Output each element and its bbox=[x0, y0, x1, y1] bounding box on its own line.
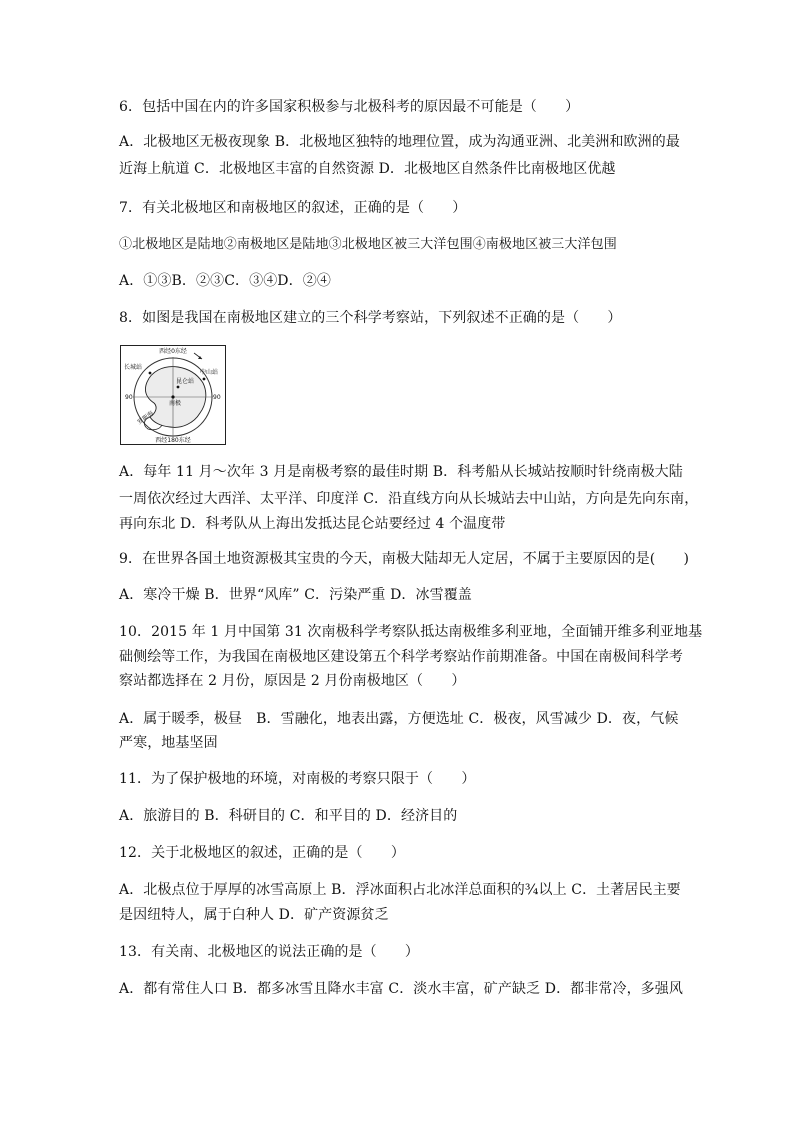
zhongshan-station-label: 中山站 bbox=[200, 369, 219, 376]
ross-sea-label: 罗斯海 bbox=[136, 410, 155, 427]
q12-options-line-1: A．北极点位于厚厚的冰雪高原上 B．浮冰面积占北冰洋总面积的¾以上 C．土著居民主要 bbox=[119, 882, 681, 898]
q9-stem: 9．在世界各国土地资源极其宝贵的今天，南极大陆却无人定居，不属于主要原因的是( ) bbox=[119, 551, 690, 567]
q7-stem: 7．有关北极地区和南极地区的叙述，正确的是（ ） bbox=[119, 200, 467, 216]
q11-options: A．旅游目的 B．科研目的 C．和平目的 D．经济目的 bbox=[119, 808, 458, 824]
south-pole-label: 南极 bbox=[169, 400, 182, 407]
changcheng-station-marker bbox=[149, 372, 152, 375]
south-pole-marker bbox=[171, 395, 174, 398]
q11-stem: 11．为了保护极地的环境，对南极的考察只限于（ ） bbox=[119, 771, 476, 787]
q13-options: A．都有常住人口 B．都多冰雪且降水丰富 C．淡水丰富，矿产缺乏 D．都非常冷，多强风 bbox=[119, 981, 683, 997]
q9-options: A．寒冷干燥 B．世界“风库” C．污染严重 D．冰雪覆盖 bbox=[119, 587, 472, 603]
q13-stem: 13．有关南、北极地区的说法正确的是（ ） bbox=[119, 944, 420, 960]
q8-options-line-2: 一周依次经过大西洋、太平洋、印度洋 C．沿直线方向从长城站去中山站，方向是先向东南， bbox=[119, 491, 699, 507]
q10-stem-line-2: 础侧绘等工作，为我国在南极地区建设第五个科学考察站作前期准备。中国在南极间科学考 bbox=[119, 649, 683, 665]
q10-options-line-1: A．属于暖季，极昼 B．雪融化，地表出露，方便选址 C．极夜，风雪减少 D．夜，气候 bbox=[119, 711, 679, 727]
map-bottom-label: 西经180东经 bbox=[155, 437, 191, 444]
q8-stem: 8．如图是我国在南极地区建立的三个科学考察站，下列叙述不正确的是（ ） bbox=[119, 310, 622, 326]
q6-stem: 6．包括中国在内的许多国家积极参与北极科考的原因最不可能是（ ） bbox=[119, 99, 580, 115]
q12-stem: 12．关于北极地区的叙述，正确的是（ ） bbox=[119, 845, 405, 861]
q10-options-line-2: 严寒，地基坚固 bbox=[119, 735, 218, 751]
zhongshan-station-marker bbox=[203, 378, 206, 381]
q8-options-line-1: A．每年 11 月～次年 3 月是南极考察的最佳时期 B．科考船从长城站按顺时针绕南极大陆 bbox=[119, 464, 683, 480]
map-right-label: 90 bbox=[213, 394, 221, 401]
changcheng-station-label: 长城站 bbox=[124, 364, 143, 371]
q12-options-line-2: 是因纽特人，属于白种人 D．矿产资源贫乏 bbox=[119, 907, 389, 923]
q6-options-line-2: 近海上航道 C．北极地区丰富的自然资源 D．北极地区自然条件比南极地区优越 bbox=[119, 161, 616, 177]
q7-statements: ①北极地区是陆地②南极地区是陆地③北极地区被三大洋包围④南极地区被三大洋包围 bbox=[119, 237, 617, 252]
kunlun-station-marker bbox=[177, 386, 180, 389]
map-top-label: 西经0东经 bbox=[159, 348, 187, 355]
q6-options-line-1: A．北极地区无极夜现象 B．北极地区独特的地理位置，成为沟通亚洲、北美洲和欧洲的最 bbox=[119, 134, 680, 150]
antarctic-station-map bbox=[120, 345, 226, 445]
q10-stem-line-1: 10．2015 年 1 月中国第 31 次南极科学考察队抵达南极维多利亚地，全面铺开维多利亚地基 bbox=[119, 624, 703, 640]
kunlun-station-label: 昆仑站 bbox=[176, 378, 195, 385]
q10-stem-line-3: 察站都选择在 2 月份，原因是 2 月份南极地区（ ） bbox=[119, 673, 466, 689]
q8-options-line-3: 再向东北 D．科考队从上海出发抵达昆仑站要经过 4 个温度带 bbox=[119, 516, 506, 532]
map-left-label: 90 bbox=[125, 394, 133, 401]
q7-options: A．①③B．②③C．③④D．②④ bbox=[119, 273, 331, 289]
